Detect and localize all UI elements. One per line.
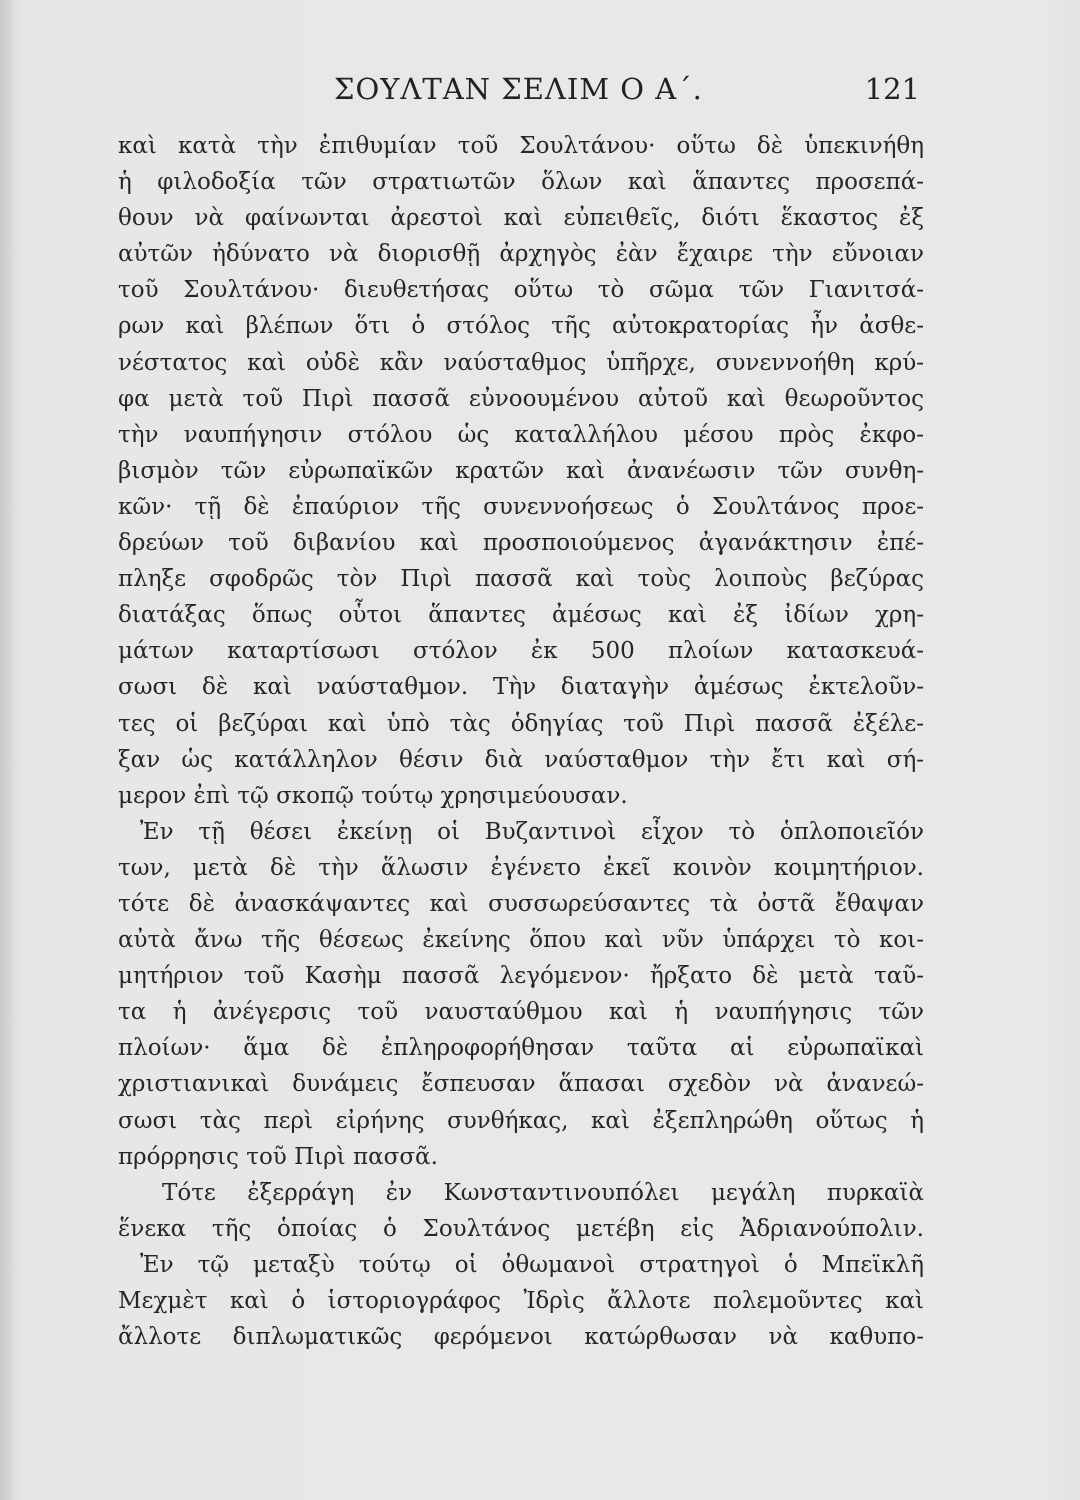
text-line: Ἐν τῷ μεταξὺ τούτῳ οἱ ὀθωμανοὶ στρατηγοὶ ὁ Μπεϊκλῆ (140, 1251, 924, 1278)
text-line: ἄλλοτε διπλωματικῶς φερόμενοι κατώρθωσαν νὰ καθυπο- (118, 1324, 924, 1351)
text-line: τες οἱ βεζύραι καὶ ὑπὸ τὰς ὁδηγίας τοῦ Πιρὶ πασσᾶ ἐξέλε- (118, 710, 924, 737)
text-line: Ἐν τῇ θέσει ἐκείνῃ οἱ Βυζαντινοὶ εἶχον τὸ ὁπλοποιεῖόν (140, 818, 924, 845)
page-gutter-shadow (0, 0, 16, 1500)
text-line: σωσι τὰς περὶ εἰρήνης συνθήκας, καὶ ἐξεπληρώθη οὕτως ἡ (118, 1107, 924, 1134)
text-line: Μεχμὲτ καὶ ὁ ἱστοριογράφος Ἰδρὶς ἄλλοτε πολεμοῦντες καὶ (118, 1288, 924, 1314)
text-line: κῶν· τῇ δὲ ἐπαύριον τῆς συνεννοήσεως ὁ Σουλτάνος προε- (118, 493, 924, 520)
text-line: Τότε ἐξερράγη ἐν Κωνσταντινουπόλει μεγάλη πυρκαϊὰ (162, 1179, 924, 1206)
text-line: χριστιανικαὶ δυνάμεις ἔσπευσαν ἅπασαι σχεδὸν νὰ ἀνανεώ- (118, 1071, 924, 1098)
text-line: θουν νὰ φαίνωνται ἀρεστοὶ καὶ εὐπειθεῖς, διότι ἕκαστος ἐξ (118, 205, 924, 232)
text-line: νέστατος καὶ οὐδὲ κἂν ναύσταθμος ὑπῆρχε, συνεννοήθη κρύ- (118, 349, 924, 376)
text-line: βισμὸν τῶν εὐρωπαϊκῶν κρατῶν καὶ ἀνανέωσιν τῶν συνθη- (118, 457, 924, 484)
text-line: φα μετὰ τοῦ Πιρὶ πασσᾶ εὐνοουμένου αὐτοῦ καὶ θεωροῦντος (118, 385, 924, 412)
text-line: μερον ἐπὶ τῷ σκοπῷ τούτῳ χρησιμεύουσαν. (118, 782, 628, 809)
text-line: ἕνεκα τῆς ὁποίας ὁ Σουλτάνος μετέβη εἰς Ἀδριανούπολιν. (118, 1215, 924, 1242)
text-line: μητήριον τοῦ Κασὴμ πασσᾶ λεγόμενον· ἤρξατο δὲ μετὰ ταῦ- (118, 963, 924, 990)
text-line: σωσι δὲ καὶ ναύσταθμον. Τὴν διαταγὴν ἀμέσως ἐκτελοῦν- (118, 674, 924, 701)
text-line: ξαν ὡς κατάλληλον θέσιν διὰ ναύσταθμον τὴν ἔτι καὶ σή- (118, 746, 924, 773)
text-line: ἡ φιλοδοξία τῶν στρατιωτῶν ὅλων καὶ ἅπαντες προσεπά- (118, 169, 924, 196)
text-line: δρεύων τοῦ διβανίου καὶ προσποιούμενος ἀγανάκτησιν ἐπέ- (118, 530, 924, 557)
running-head (116, 72, 920, 120)
text-line: των, μετὰ δὲ τὴν ἅλωσιν ἐγένετο ἐκεῖ κοινὸν κοιμητήριον. (118, 854, 924, 881)
text-line: πλοίων· ἅμα δὲ ἐπληροφορήθησαν ταῦτα αἱ εὐρωπαϊκαὶ (118, 1035, 924, 1062)
text-line: πληξε σφοδρῶς τὸν Πιρὶ πασσᾶ καὶ τοὺς λοιποὺς βεζύρας (118, 566, 924, 593)
text-line: καὶ κατὰ τὴν ἐπιθυμίαν τοῦ Σουλτάνου· οὕτω δὲ ὑπεκινήθη (118, 133, 924, 159)
body-text (118, 128, 924, 1355)
text-line: αὐτὰ ἄνω τῆς θέσεως ἐκείνης ὅπου καὶ νῦν ὑπάρχει τὸ κοι- (118, 927, 924, 954)
text-line: τοῦ Σουλτάνου· διευθετήσας οὕτω τὸ σῶμα τῶν Γιανιτσά- (118, 277, 924, 304)
page-number: 121 (864, 72, 920, 106)
text-line: πρόρρησις τοῦ Πιρὶ πασσᾶ. (118, 1143, 438, 1170)
text-line: αὐτῶν ἠδύνατο νὰ διορισθῇ ἀρχηγὸς ἐὰν ἔχαιρε τὴν εὔνοιαν (118, 241, 924, 268)
running-title: ΣΟΥΛΤΑΝ ΣΕΛΙΜ Ο Α΄. (334, 72, 703, 106)
text-line: τὴν ναυπήγησιν στόλου ὡς καταλλήλου μέσου πρὸς ἐκφο- (118, 421, 924, 448)
text-line: τα ἡ ἀνέγερσις τοῦ ναυσταύθμου καὶ ἡ ναυπήγησις τῶν (118, 999, 924, 1026)
text-line: ρων καὶ βλέπων ὅτι ὁ στόλος τῆς αὐτοκρατορίας ἦν ἀσθε- (118, 313, 924, 340)
text-line: μάτων καταρτίσωσι στόλον ἐκ 500 πλοίων κατασκευά- (118, 638, 924, 665)
text-line: διατάξας ὅπως οὗτοι ἅπαντες ἀμέσως καὶ ἐξ ἰδίων χρη- (118, 602, 924, 629)
text-line: τότε δὲ ἀνασκάψαντες καὶ συσσωρεύσαντες τὰ ὀστᾶ ἔθαψαν (118, 890, 924, 917)
